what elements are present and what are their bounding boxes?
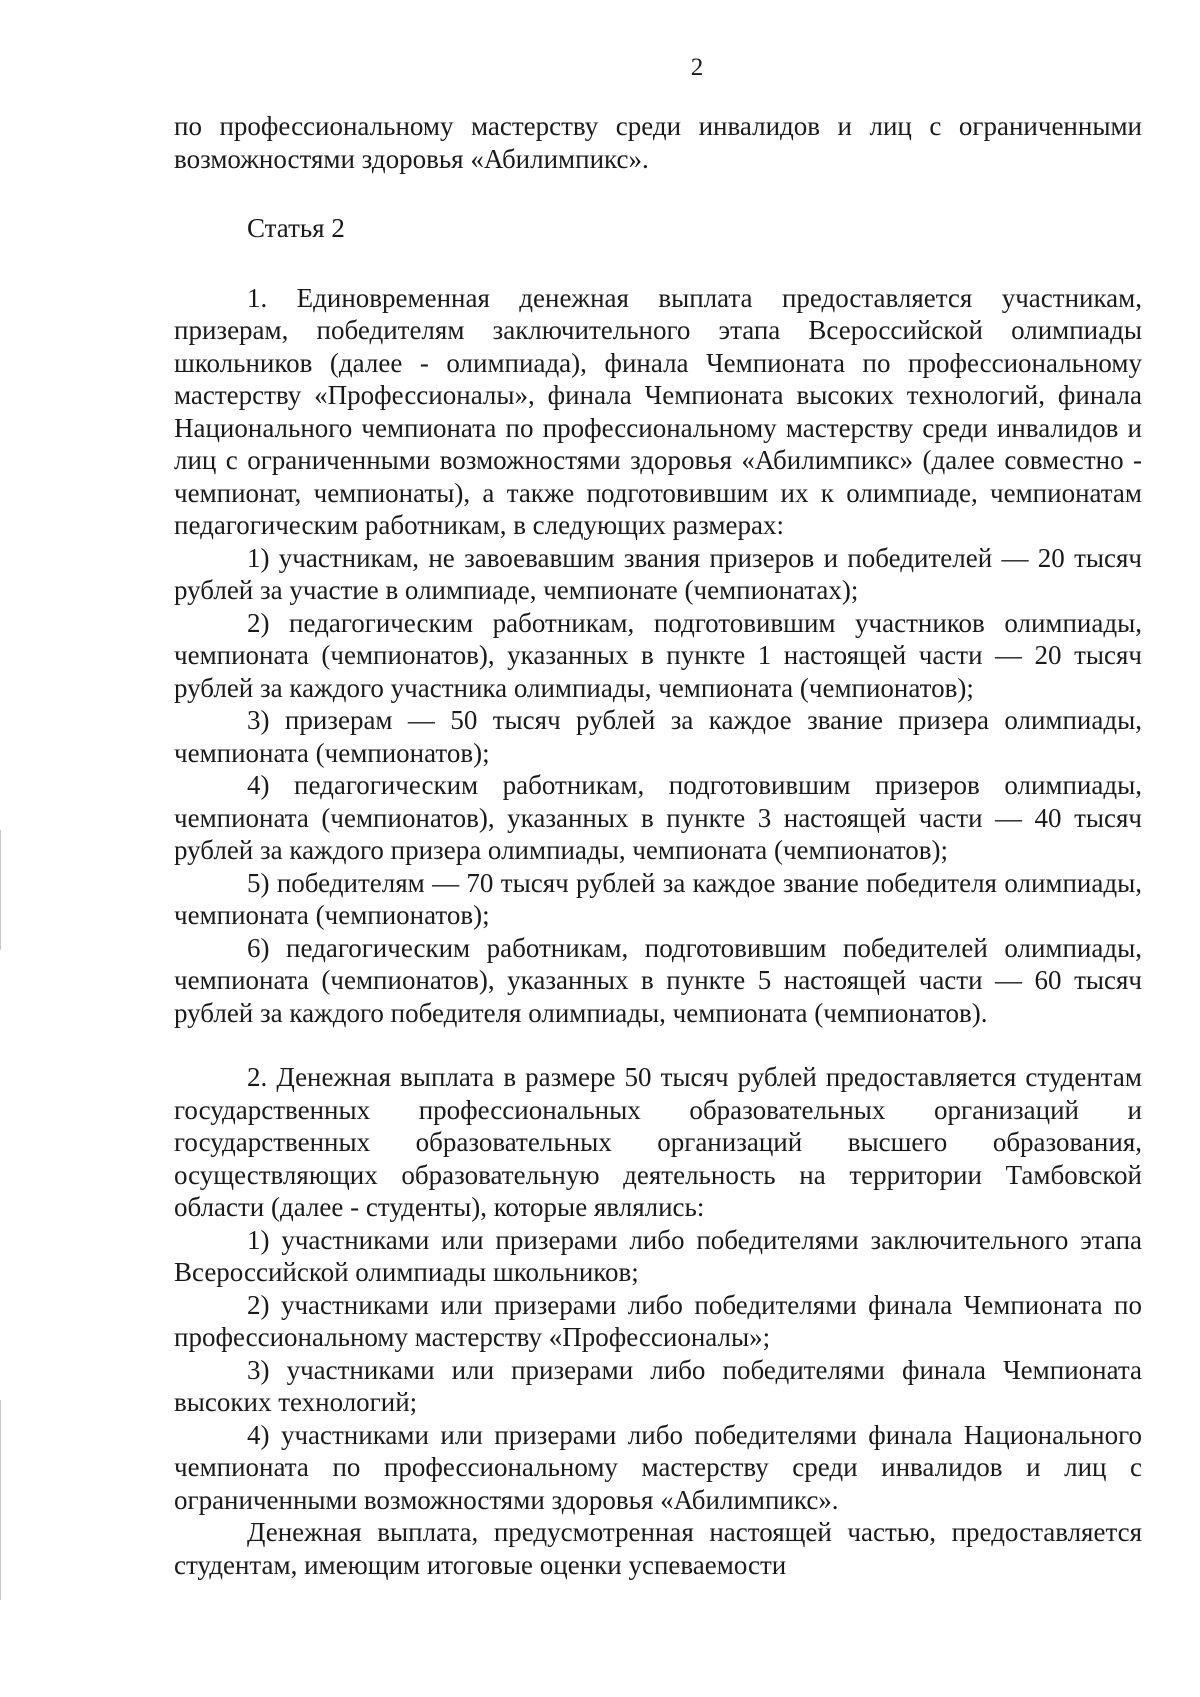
list-item: 2) педагогическим работникам, подготовившим участников олимпиады, чемпионата (чемпионатов), указанных в пункте 1 настоящей части — 20 тысяч рублей за каждого участника олимпиады, чемпионата (чемпионатов); [174,607,1142,703]
paragraph: Денежная выплата, предусмотренная настоящей частью, предоставляется студентам, имеющим итоговые оценки успеваемости [174,1517,1142,1580]
list-item: 3) участниками или призерами либо победителями финала Чемпионата высоких технологий; [174,1354,1142,1417]
paragraph-part-2: 2. Денежная выплата в размере 50 тысяч рублей предоставляется студентам государственных профессиональных образовательных организаций и государственных образовательных организаций высшего образования, осуществляющих образовательную деятельность на территории Тамбовской области (далее - студенты), которые являлись: [174,1062,1142,1222]
document-body [174,110,1142,1581]
list-item: 2) участниками или призерами либо победителями финала Чемпионата по профессиональному мастерству «Профессионалы»; [174,1289,1142,1352]
list-item: 4) участниками или призерами либо победителями финала Национального чемпионата по профессиональному мастерству среди инвалидов и лиц с ограниченными возможностями здоровья «Абилимпикс». [174,1419,1142,1515]
scan-edge-mark [0,830,1,950]
list-item: 1) участникам, не завоевавшим звания призеров и победителей — 20 тысяч рублей за участие в олимпиаде, чемпионате (чемпионатах); [174,542,1142,605]
paragraph-continuation: по профессиональному мастерству среди инвалидов и лиц с ограниченными возможностями здоровья «Абилимпикс». [174,111,1142,174]
scan-edge-mark [0,1400,1,1600]
list-item: 4) педагогическим работникам, подготовившим призеров олимпиады, чемпионата (чемпионатов), указанных в пункте 3 настоящей части — 40 тысяч рублей за каждого призера олимпиады, чемпионата (чемпионатов); [174,770,1142,865]
page-number: 2 [690,54,704,81]
article-heading: Статья 2 [247,213,345,243]
list-item: 6) педагогическим работникам, подготовившим победителей олимпиады, чемпионата (чемпионатов), указанных в пункте 5 настоящей части — 60 тысяч рублей за каждого победителя олимпиады, чемпионата (чемпионатов). [174,932,1142,1028]
list-item: 3) призерам — 50 тысяч рублей за каждое звание призера олимпиады, чемпионата (чемпионатов); [174,705,1142,768]
list-item: 5) победителям — 70 тысяч рублей за каждое звание победителя олимпиады, чемпионата (чемпионатов); [174,867,1142,930]
list-item: 1) участниками или призерами либо победителями заключительного этапа Всероссийской олимпиады школьников; [174,1224,1142,1287]
paragraph-part-1: 1. Единовременная денежная выплата предоставляется участникам, призерам, победителям заключительного этапа Всероссийской олимпиады школьников (далее - олимпиада), финала Чемпионата по профессиональному мастерству «Профессионалы», финала Чемпионата высоких технологий, финала Национального чемпионата по профессиональному мастерству среди инвалидов и лиц с ограниченными возможностями здоровья «Абилимпикс» (далее совместно - чемпионат, чемпионаты), а также подготовившим их к олимпиаде, чемпионатам педагогическим работникам, в следующих размерах: [174,282,1142,540]
